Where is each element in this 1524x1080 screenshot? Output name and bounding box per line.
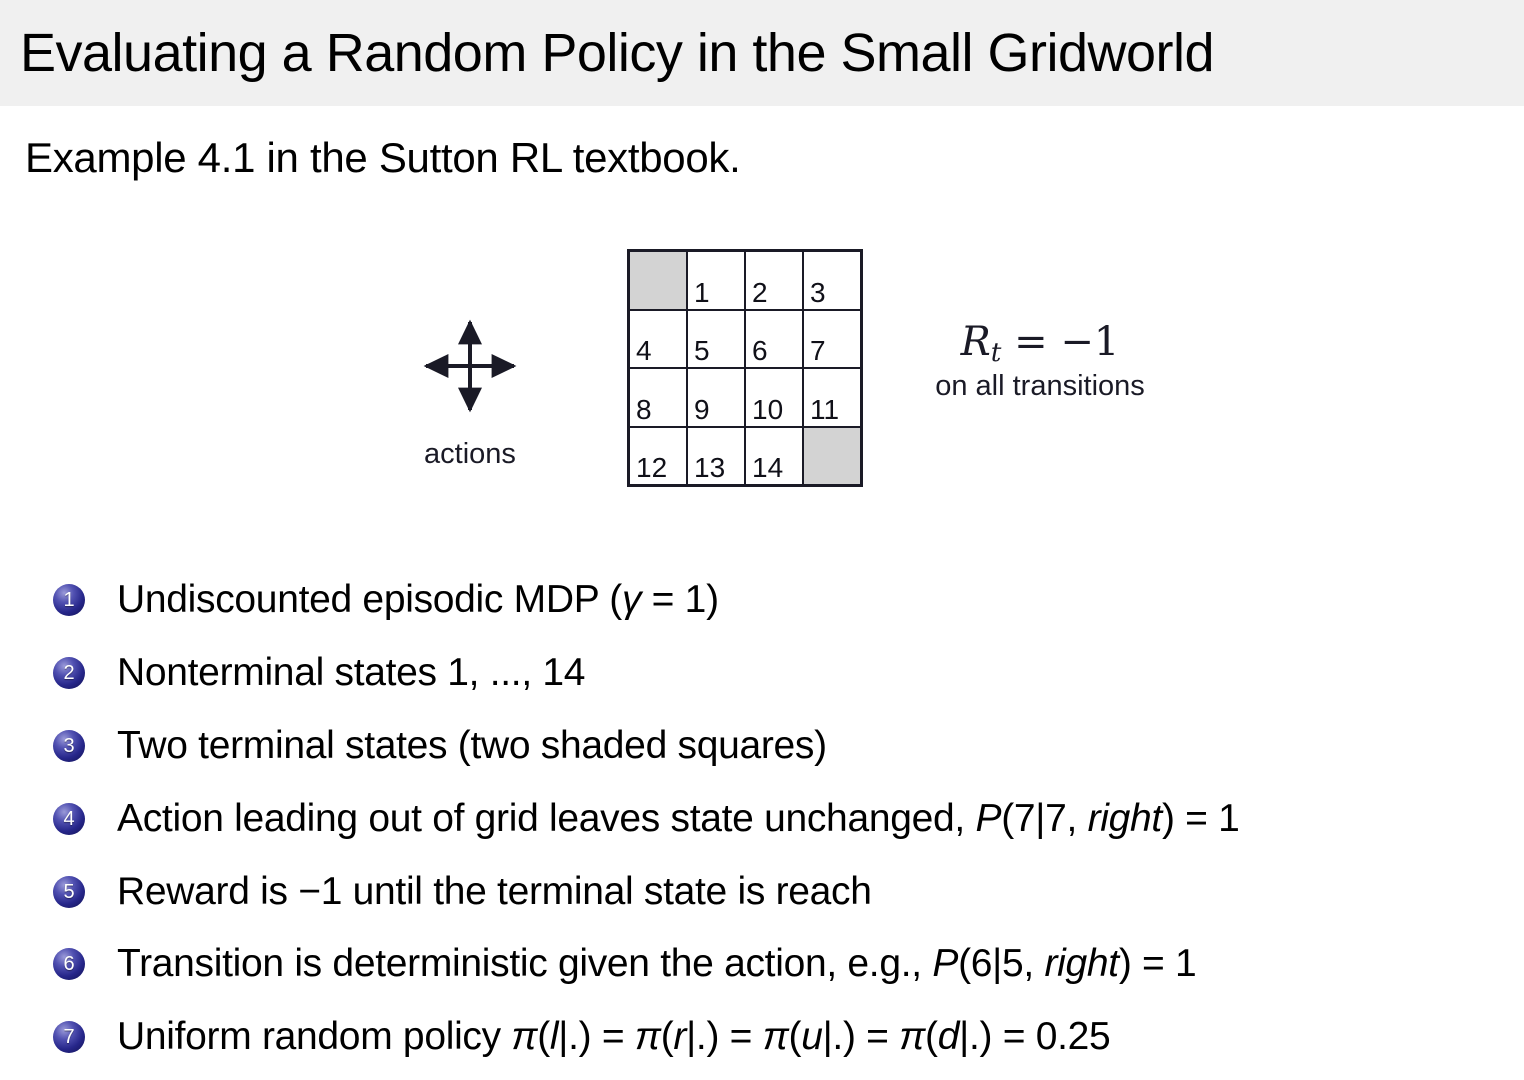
text-segment: r	[673, 1015, 687, 1059]
text-segment: |.) =	[558, 1015, 635, 1059]
text-segment: |.) =	[686, 1015, 763, 1059]
text-segment: π	[511, 1015, 538, 1059]
text-segment: right	[1087, 796, 1162, 840]
item-text	[117, 578, 719, 622]
grid-cell	[804, 369, 860, 426]
text-segment: (	[788, 1015, 802, 1059]
grid-cell	[630, 311, 686, 368]
grid-cell-number: 8	[636, 393, 652, 425]
grid-cell	[630, 369, 686, 426]
grid-cell-number: 1	[694, 276, 710, 308]
list-item	[53, 928, 1514, 1001]
reward-formula	[900, 320, 1180, 367]
list-item	[53, 637, 1514, 710]
text-segment: Undiscounted episodic MDP (	[117, 578, 622, 622]
grid-cell-number: 6	[752, 335, 768, 366]
item-number-badge: 4	[53, 803, 85, 835]
text-segment: = 1)	[641, 578, 719, 622]
grid-cell	[688, 252, 744, 309]
grid-cell-number: 13	[694, 452, 726, 483]
grid-cell	[746, 428, 802, 485]
text-segment: u	[801, 1015, 823, 1059]
actions-label: actions	[424, 438, 516, 470]
gridworld-grid	[627, 249, 863, 487]
item-text	[117, 870, 872, 914]
actions-cross-icon	[412, 308, 528, 424]
reward-annotation	[900, 320, 1180, 403]
grid-cell-number: 3	[810, 276, 826, 308]
list-item	[53, 1001, 1514, 1074]
item-number-badge: 7	[53, 1021, 85, 1053]
grid-cell	[688, 311, 744, 368]
grid-cell-number: 12	[636, 452, 668, 483]
grid-cell-number: 11	[810, 393, 840, 425]
grid-cell-number: 4	[636, 335, 652, 366]
text-segment: Two terminal states (two shaded squares)	[117, 723, 827, 767]
text-segment: |.) =	[822, 1015, 900, 1059]
text-segment: P	[932, 942, 959, 986]
grid-cell-number: 7	[810, 335, 826, 366]
text-segment: γ	[621, 578, 642, 622]
item-number-badge: 3	[53, 730, 85, 762]
grid-cell-terminal	[804, 428, 860, 485]
page-title: Evaluating a Random Policy in the Small Gridworld	[20, 23, 1215, 83]
grid-cell	[804, 311, 860, 368]
grid-cell-number: 10	[752, 393, 784, 425]
text-segment: d	[937, 1015, 960, 1059]
text-segment: (	[925, 1015, 938, 1059]
grid-cell	[746, 311, 802, 368]
item-text	[117, 1015, 1110, 1059]
grid-cell	[746, 369, 802, 426]
text-segment: l	[549, 1015, 559, 1059]
title-bar	[0, 0, 1524, 106]
text-segment: R	[960, 319, 991, 365]
list-item	[53, 564, 1514, 637]
text-segment: (6|5,	[958, 942, 1045, 986]
text-segment: |.) = 0.25	[959, 1015, 1111, 1059]
subtitle: Example 4.1 in the Sutton RL textbook.	[25, 134, 741, 181]
text-segment: ) = 1	[1161, 796, 1240, 840]
item-text	[117, 797, 1240, 841]
grid-cell	[688, 428, 744, 485]
text-segment: (7|7,	[1001, 796, 1088, 840]
text-segment: Transition is deterministic given the action, e.g.,	[117, 942, 933, 986]
text-segment: Uniform random policy	[117, 1015, 512, 1059]
text-segment: P	[975, 796, 1002, 840]
item-number-badge: 2	[53, 657, 85, 689]
text-segment: Nonterminal states 1, ..., 14	[117, 651, 586, 695]
text-segment: t	[990, 336, 1002, 368]
list-item	[53, 710, 1514, 783]
item-number-badge: 5	[53, 876, 85, 908]
grid-cell-terminal	[630, 252, 686, 309]
item-number-badge: 6	[53, 948, 85, 980]
text-segment: π	[899, 1015, 926, 1059]
list-item	[53, 855, 1514, 928]
text-segment: ) = 1	[1118, 942, 1197, 986]
grid-cell-number: 14	[752, 452, 784, 483]
grid-cell-number: 2	[752, 276, 768, 308]
text-segment: right	[1044, 942, 1119, 986]
item-text	[117, 651, 585, 695]
text-segment: = −1	[1001, 319, 1120, 365]
grid-cell-number: 9	[694, 393, 710, 425]
reward-note: on all transitions	[935, 369, 1145, 402]
bullet-list	[53, 564, 1514, 1074]
grid-cell	[630, 428, 686, 485]
grid-cell-number: 5	[694, 335, 710, 366]
text-segment: Action leading out of grid leaves state unchanged,	[117, 796, 976, 840]
grid-cell	[804, 252, 860, 309]
grid-cell	[746, 252, 802, 309]
text-segment: (	[537, 1015, 550, 1059]
text-segment: π	[762, 1015, 789, 1059]
item-text	[117, 942, 1196, 986]
grid-cell	[688, 369, 744, 426]
text-segment: π	[634, 1015, 661, 1059]
list-item	[53, 782, 1514, 855]
text-segment: Reward is −1 until the terminal state is reach	[117, 869, 872, 913]
item-text	[117, 724, 827, 768]
text-segment: (	[660, 1015, 674, 1059]
item-number-badge: 1	[53, 584, 85, 616]
